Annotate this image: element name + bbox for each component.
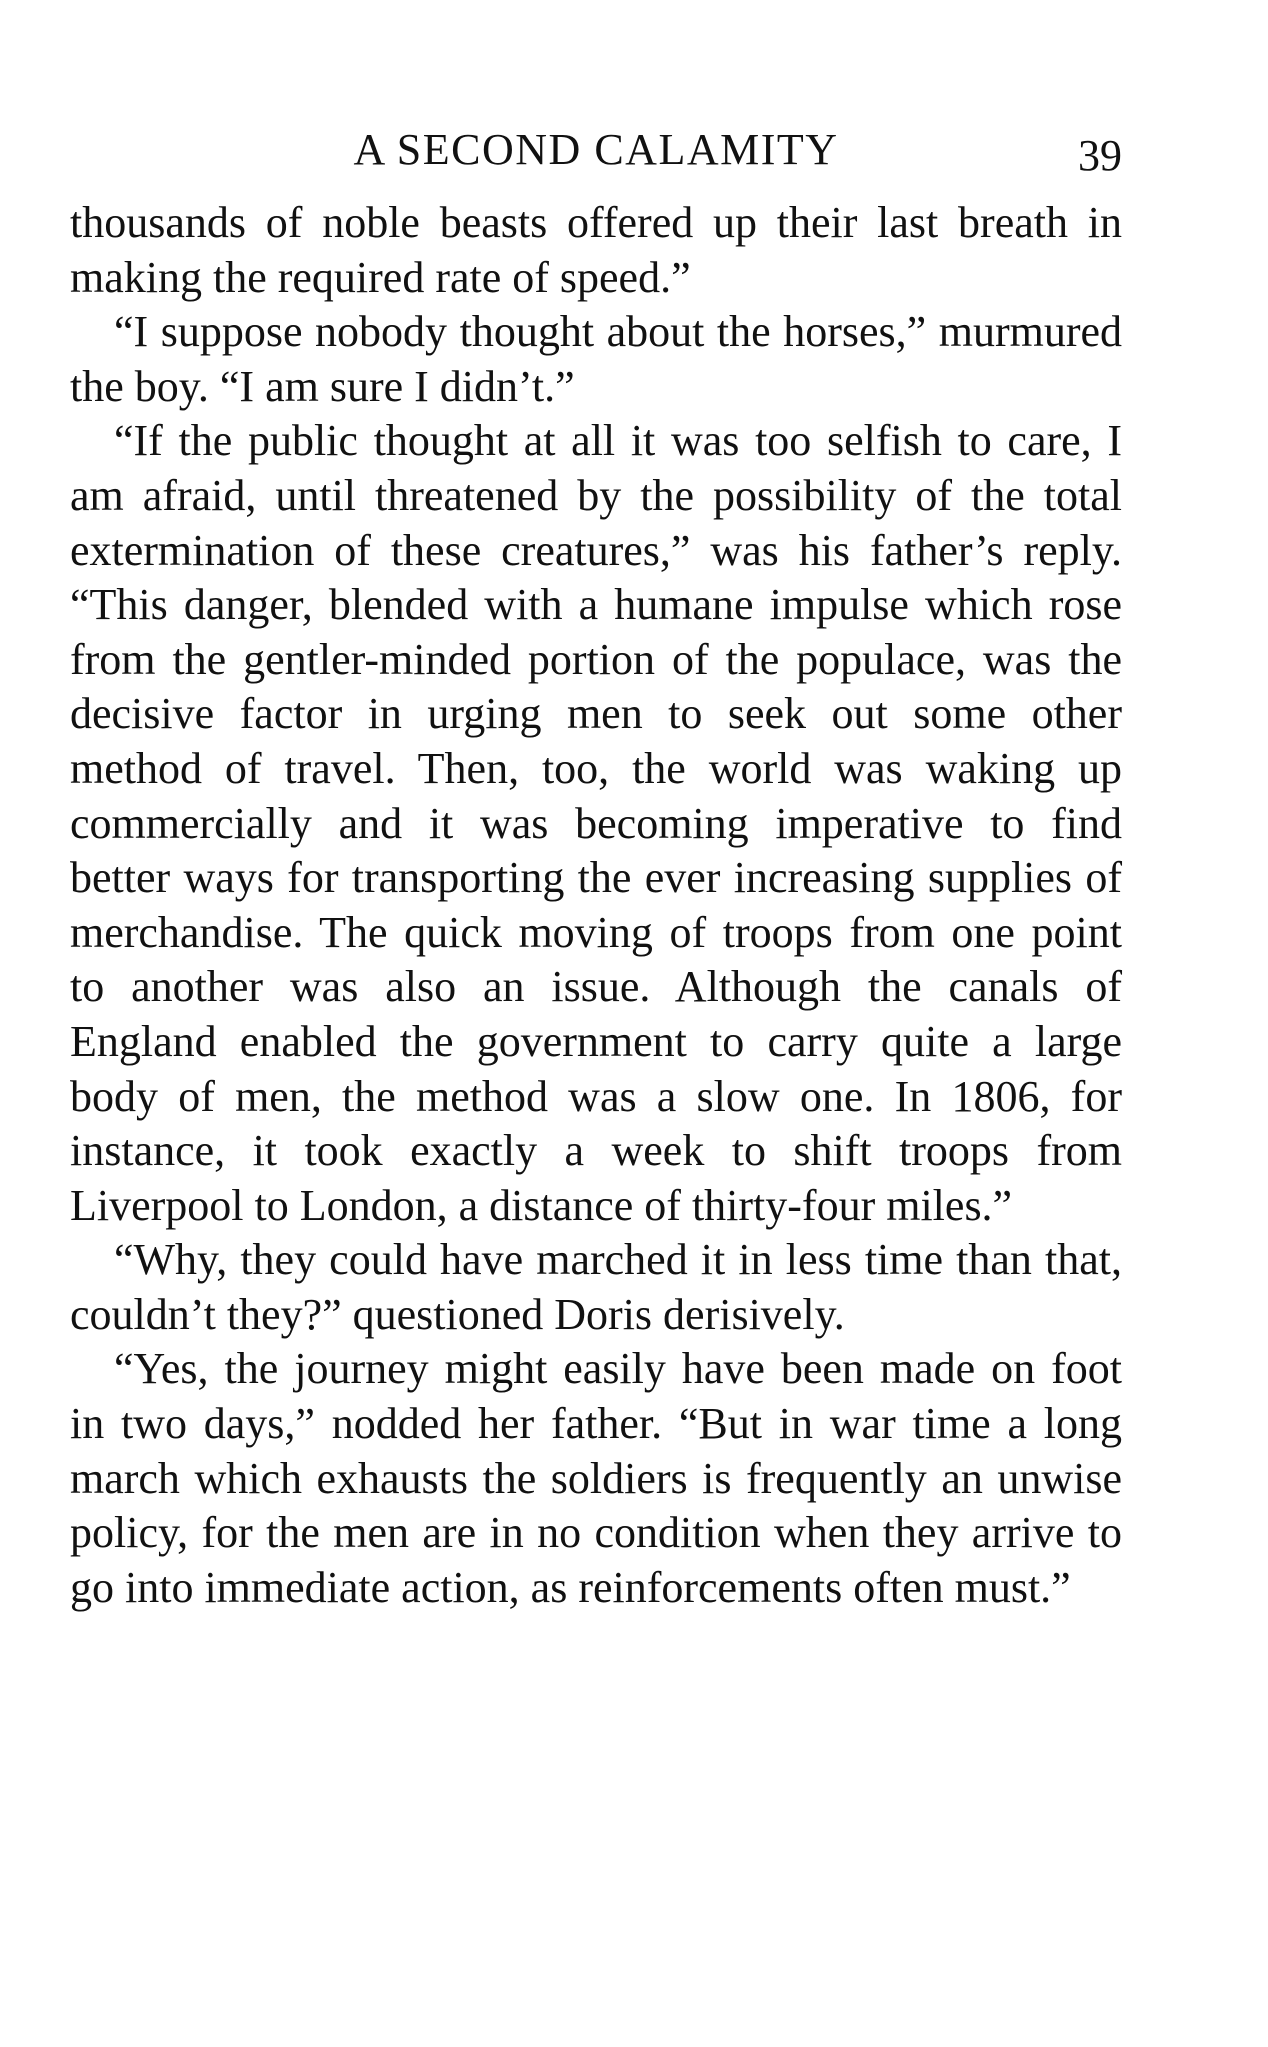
paragraph: “Yes, the journey might easily have been made on foot in two days,” nodded her father. “But in war time a long march which exhausts the soldiers is frequently an unwise policy, for the men are in no condition when they arrive to go into immediate action, as reinforcements often must.” (70, 1344, 1122, 1612)
page-number: 39 (1078, 131, 1122, 180)
paragraph-continuation: thousands of noble beasts offered up their last breath in making the required rate of speed.” (70, 198, 1122, 302)
paragraph: “I suppose nobody thought about the horses,” murmured the boy. “I am sure I didn’t.” (70, 307, 1122, 411)
paragraph: “Why, they could have marched it in less time than that, couldn’t they?” questioned Doris derisively. (70, 1235, 1122, 1339)
paragraph: “If the public thought at all it was too selfish to care, I am afraid, until threatened by the possibility of the total extermination of these creatures,” was his father’s reply. “This danger, blended with a humane impulse which rose from the gentler-minded portion of the populace, was the decisive factor in urging men to seek out some other method of travel. Then, too, the world was waking up commercially and it was becoming imperative to find better ways for transporting the ever increasing supplies of merchandise. The quick moving of troops from one point to another was also an issue. Although the canals of England enabled the government to carry quite a large body of men, the method was a slow one. In 1806, for instance, it took exactly a week to shift troops from Liverpool to London, a distance of thirty-four miles.” (70, 416, 1122, 1230)
body-text (70, 196, 1122, 1615)
page-header (70, 122, 1122, 182)
running-title: A SECOND CALAMITY (353, 125, 839, 174)
